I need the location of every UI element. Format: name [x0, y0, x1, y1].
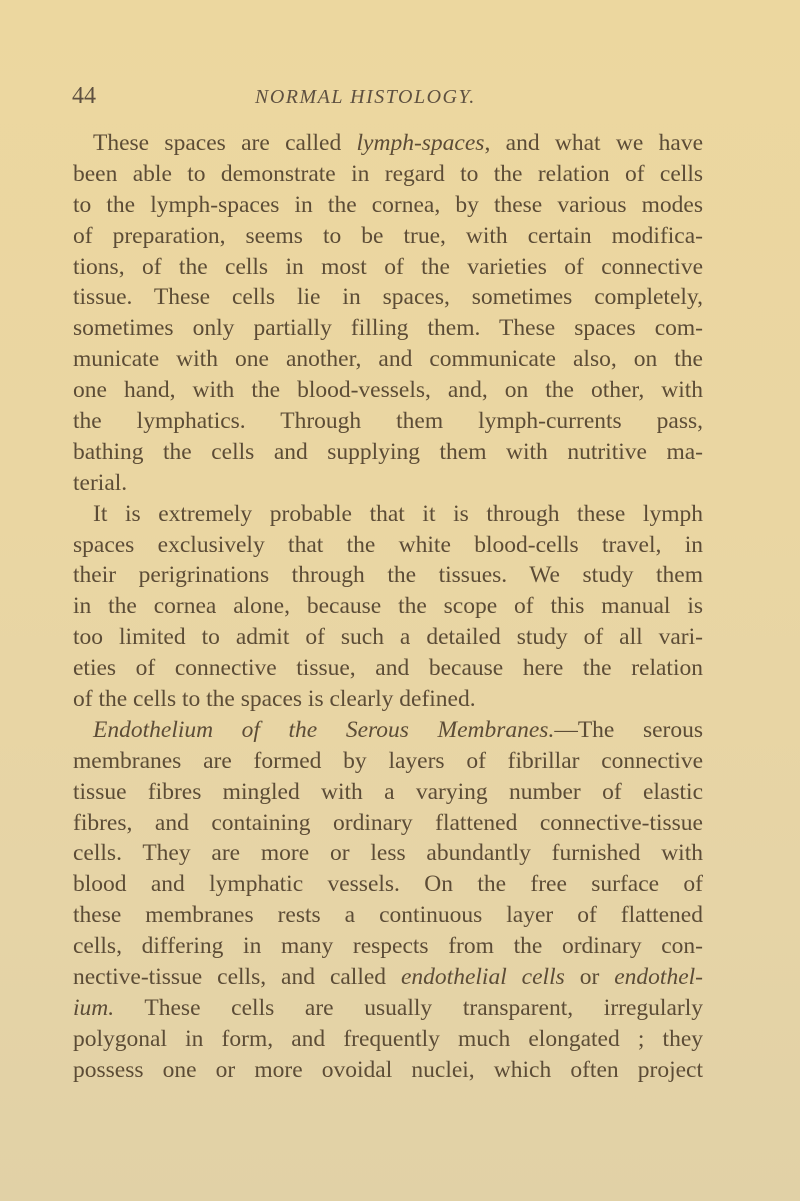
text-line: terial.	[73, 469, 128, 496]
text-line: municate with one another, and communicate also, on the	[73, 346, 703, 373]
text-line: It is extremely probable that it is through these lymph	[93, 500, 703, 527]
text-line: tions, of the cells in most of the varieties of connective	[73, 253, 703, 280]
section-heading-line: Endothelium of the Serous Membranes.—The serous	[93, 716, 703, 743]
text-line: fibres, and containing ordinary flattened connective-tissue	[73, 809, 703, 836]
text-line: sometimes only partially filling them. These spaces com-	[73, 315, 703, 342]
text-line: cells. They are more or less abundantly furnished with	[73, 840, 703, 867]
text-line: These spaces are called lymph-spaces, and what we have	[93, 130, 703, 156]
text-line: one hand, with the blood-vessels, and, on the other, with	[73, 377, 703, 404]
text-line: tissue. These cells lie in spaces, sometimes completely,	[73, 284, 703, 311]
running-head	[72, 82, 702, 110]
text-line: their perigrinations through the tissues. We study them	[73, 562, 703, 589]
text-line: polygonal in form, and frequently much elongated ; they	[73, 1025, 703, 1052]
text-line: spaces exclusively that the white blood-cells travel, in	[73, 531, 703, 558]
text-line: eties of connective tissue, and because here the relation	[73, 655, 703, 682]
text-line: been able to demonstrate in regard to the relation of cells	[73, 160, 703, 187]
text-line: the lymphatics. Through them lymph-currents pass,	[73, 408, 703, 435]
text-line: ium. These cells are usually transparent, irregularly	[73, 994, 703, 1021]
text-line: to the lymph-spaces in the cornea, by these various modes	[73, 191, 703, 218]
section-heading: Endothelium of the Serous Membranes.	[93, 716, 555, 743]
text-line: too limited to admit of such a detailed study of all vari-	[73, 624, 703, 651]
text-line: of the cells to the spaces is clearly defined.	[73, 686, 476, 713]
text-line: these membranes rests a continuous layer of flattened	[73, 902, 703, 929]
running-title: NORMAL HISTOLOGY.	[255, 86, 476, 108]
text-line: membranes are formed by layers of fibrillar connective	[73, 747, 703, 774]
text-line: possess one or more ovoidal nuclei, which often project	[73, 1056, 703, 1083]
text-line: tissue fibres mingled with a varying number of elastic	[73, 778, 703, 805]
text-line: of preparation, seems to be true, with certain modifica-	[73, 222, 703, 249]
text-line: nective-tissue cells, and called endothelial cells or endothel-	[73, 964, 703, 991]
text-line: blood and lymphatic vessels. On the free surface of	[73, 871, 703, 898]
text-line: cells, differing in many respects from the ordinary con-	[73, 933, 703, 960]
text-line: bathing the cells and supplying them with nutritive ma-	[73, 438, 703, 465]
page-number: 44	[72, 83, 96, 109]
body-text	[73, 128, 703, 1086]
text-line: in the cornea alone, because the scope of this manual is	[73, 593, 703, 620]
